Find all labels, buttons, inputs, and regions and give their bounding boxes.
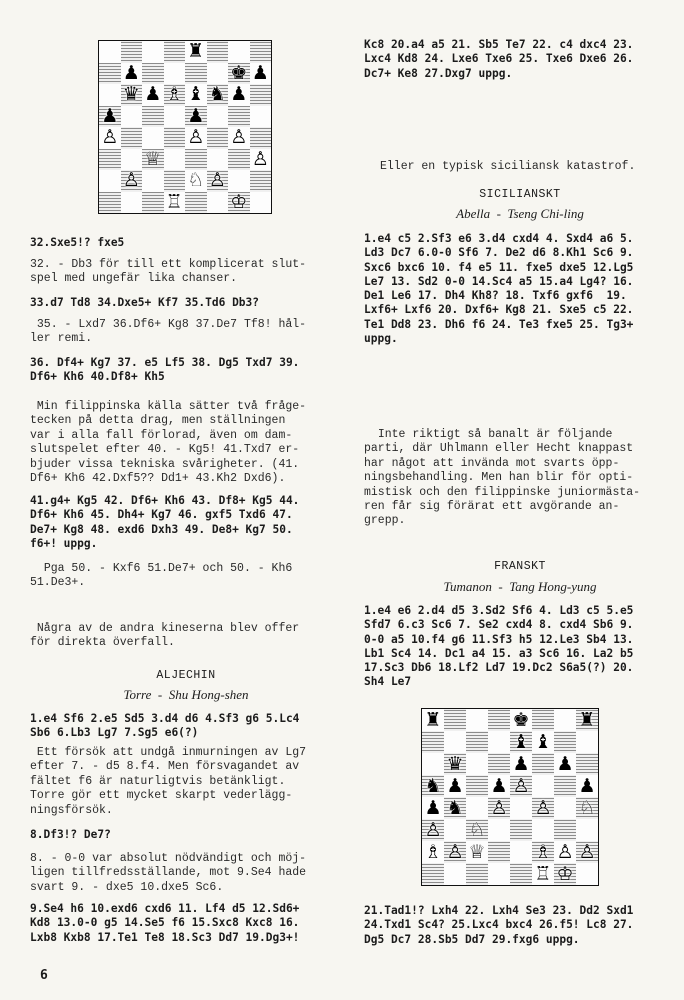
square-c3 xyxy=(142,149,164,171)
black-pawn-icon: ♟ xyxy=(512,752,530,775)
black-rook-icon: ♜ xyxy=(187,40,205,63)
square-g2 xyxy=(554,841,576,863)
chess-diagram-2 xyxy=(421,708,599,886)
white-queen-icon: ♕ xyxy=(468,840,486,863)
square-g7 xyxy=(228,63,250,85)
square-e5 xyxy=(185,106,207,128)
square-c8 xyxy=(142,41,164,63)
square-d5 xyxy=(164,106,186,128)
black-knight-icon: ♞ xyxy=(208,83,226,106)
square-g7 xyxy=(554,731,576,753)
square-d7 xyxy=(488,731,510,753)
square-e5 xyxy=(510,775,532,797)
square-h1 xyxy=(250,192,272,214)
white-pawn-icon: ♙ xyxy=(556,840,574,863)
square-b2 xyxy=(444,841,466,863)
square-f7 xyxy=(532,731,554,753)
square-c4 xyxy=(142,127,164,149)
square-g4 xyxy=(554,797,576,819)
square-c6 xyxy=(466,753,488,775)
square-f2 xyxy=(207,170,229,192)
black-pawn-icon: ♟ xyxy=(578,774,596,797)
square-e6 xyxy=(185,84,207,106)
paragraph-uhlmann-hecht: Inte riktigt så banalt är följande parti, där Uhlmann eller Hecht knappast har något att invända mot svarts öpp- ningsbehandling. Men han blir för opti- mistisk och den filippinske juniormästa- ren får sig förärat ett avgörande an- grepp. xyxy=(364,428,641,528)
black-pawn-icon: ♟ xyxy=(230,83,248,106)
white-king-icon: ♔ xyxy=(556,862,574,885)
white-pawn-icon: ♙ xyxy=(490,796,508,819)
square-f7 xyxy=(207,63,229,85)
square-f1 xyxy=(207,192,229,214)
square-c5 xyxy=(466,775,488,797)
square-d8 xyxy=(164,41,186,63)
move-text-game3: 1.e4 c5 2.Sf3 e6 3.d4 cxd4 4. Sxd4 a6 5. Ld3 Dc7 6.0-0 Sf6 7. De2 d6 8.Kh1 Sc6 9. Sxc6 bxc6 10. f4 e5 11. fxe5 dxe5 12.Lg5 Le7 13. Sd2 0-0 14.Sc4 a5 15.a4 Lg4? 16. De1 Le6 17. Dh4 Kh8? 18. Txf6 gxf6 19. Lxf6+ Lxf6 20. Dxf6+ Kg8 21. Sxe5 c5 22. Te1 Dd8 23. Dh6 f6 24. Te3 fxe5 25. Tg3+ uppg. xyxy=(364,232,634,346)
opening-heading-sicilianskt: SICILIANSKT xyxy=(479,188,561,201)
move-text-33: 33.d7 Td8 34.Dxe5+ Kf7 35.Td6 Db3? xyxy=(30,296,260,309)
white-rook-icon: ♖ xyxy=(534,862,552,885)
square-e4 xyxy=(510,797,532,819)
square-g3 xyxy=(554,819,576,841)
white-pawn-icon: ♙ xyxy=(512,774,530,797)
square-b4 xyxy=(444,797,466,819)
square-g1 xyxy=(228,192,250,214)
square-f6 xyxy=(532,753,554,775)
move-text-game2-9: 9.Se4 h6 10.exd6 cxd6 11. Lf4 d5 12.Sd6+ Kd8 13.0-0 g5 14.Se5 f6 15.Sxc8 Kxc8 16. Lxb8 Kxb8 17.Te1 Te8 18.Sc3 Dd7 19.Dg3+! xyxy=(30,902,300,944)
square-g1 xyxy=(554,863,576,885)
opening-heading-aljechin: ALJECHIN xyxy=(156,669,216,682)
square-c4 xyxy=(466,797,488,819)
square-f4 xyxy=(532,797,554,819)
square-f3 xyxy=(532,819,554,841)
square-f6 xyxy=(207,84,229,106)
square-b1 xyxy=(444,863,466,885)
white-pawn-icon: ♙ xyxy=(122,169,140,192)
black-king-icon: ♚ xyxy=(512,708,530,731)
square-b2 xyxy=(121,170,143,192)
square-d7 xyxy=(164,63,186,85)
square-d4 xyxy=(488,797,510,819)
white-knight-icon: ♘ xyxy=(578,796,596,819)
move-text-32: 32.Sxe5!? fxe5 xyxy=(30,236,125,249)
square-f8 xyxy=(207,41,229,63)
black-pawn-icon: ♟ xyxy=(424,796,442,819)
square-e2 xyxy=(510,841,532,863)
square-a7 xyxy=(422,731,444,753)
black-pawn-icon: ♟ xyxy=(490,774,508,797)
white-rook-icon: ♖ xyxy=(165,190,183,213)
square-h5 xyxy=(576,775,598,797)
move-text-game2-end: Kc8 20.a4 a5 21. Sb5 Te7 22. c4 dxc4 23. Lxc4 Kd8 24. Lxe6 Txe6 25. Txe6 Dxe6 26. Dc7+ Ke8 27.Dxg7 uppg. xyxy=(364,38,634,80)
square-a3 xyxy=(99,149,121,171)
move-text-game2-opening: 1.e4 Sf6 2.e5 Sd5 3.d4 d6 4.Sf3 g6 5.Lc4 Sb6 6.Lb3 Lg7 7.Sg5 e6(?) xyxy=(30,712,300,740)
move-text-game4: 1.e4 e6 2.d4 d5 3.Sd2 Sf6 4. Ld3 c5 5.e5 Sfd7 6.c3 Sc6 7. Se2 cxd4 8. cxd4 Sb6 9. 0-0 a5 10.f4 g6 11.Sf3 h5 12.Le3 Sb4 13. Lb1 Sc4 14. Dc1 a4 15. a3 Sc6 16. La2 b5 17.Sc3 Db6 18.Lf2 Ld7 19.Dc2 S6a5(?) 20. Sh4 Le7 xyxy=(364,604,634,689)
square-b4 xyxy=(121,127,143,149)
square-f8 xyxy=(532,709,554,731)
square-c1 xyxy=(142,192,164,214)
white-knight-icon: ♘ xyxy=(468,818,486,841)
square-a2 xyxy=(99,170,121,192)
square-h2 xyxy=(576,841,598,863)
annotation-35: 35. - Lxd7 36.Df6+ Kg8 37.De7 Tf8! hål- ler remi. xyxy=(30,318,307,346)
square-e1 xyxy=(185,192,207,214)
square-a6 xyxy=(422,753,444,775)
square-f5 xyxy=(532,775,554,797)
square-e3 xyxy=(510,819,532,841)
black-queen-icon: ♛ xyxy=(446,752,464,775)
square-c5 xyxy=(142,106,164,128)
players-abella-tseng: Abella - Tseng Chi-ling xyxy=(456,206,584,221)
square-d1 xyxy=(488,863,510,885)
black-queen-icon: ♛ xyxy=(122,83,140,106)
square-h7 xyxy=(250,63,272,85)
move-text-game4-21: 21.Tad1!? Lxh4 22. Lxh4 Se3 23. Dd2 Sxd1 24.Txd1 Sc4? 25.Lxc4 bxc4 26.f5! Lc8 27. Dg5 Dc7 28.Sb5 Dd7 29.fxg6 uppg. xyxy=(364,904,634,946)
black-bishop-icon: ♝ xyxy=(187,83,205,106)
white-bishop-icon: ♗ xyxy=(534,840,552,863)
square-f2 xyxy=(532,841,554,863)
square-d8 xyxy=(488,709,510,731)
square-e7 xyxy=(510,731,532,753)
move-text-41: 41.g4+ Kg5 42. Df6+ Kh6 43. Df8+ Kg5 44. Df6+ Kh6 45. Dh4+ Kg7 46. gxf5 Txd6 47. De7+ Kg8 48. exd6 Dxh3 49. De8+ Kg7 50. f6+! uppg. xyxy=(30,494,300,550)
black-bishop-icon: ♝ xyxy=(534,730,552,753)
square-g6 xyxy=(554,753,576,775)
players-tumanon-tang: Tumanon - Tang Hong-yung xyxy=(443,579,597,594)
square-g8 xyxy=(554,709,576,731)
square-h6 xyxy=(576,753,598,775)
black-bishop-icon: ♝ xyxy=(512,730,530,753)
square-h3 xyxy=(576,819,598,841)
white-pawn-icon: ♙ xyxy=(424,818,442,841)
square-b6 xyxy=(121,84,143,106)
square-g8 xyxy=(228,41,250,63)
square-h2 xyxy=(250,170,272,192)
white-bishop-icon: ♗ xyxy=(424,840,442,863)
white-pawn-icon: ♙ xyxy=(101,126,119,149)
square-g5 xyxy=(228,106,250,128)
white-pawn-icon: ♙ xyxy=(446,840,464,863)
square-h1 xyxy=(576,863,598,885)
square-h7 xyxy=(576,731,598,753)
white-queen-icon: ♕ xyxy=(144,147,162,170)
square-e2 xyxy=(185,170,207,192)
players-torre-shu: Torre - Shu Hong-shen xyxy=(123,687,249,702)
square-d6 xyxy=(488,753,510,775)
annotation-game2-8: 8. - 0-0 var absolut nödvändigt och möj- ligen tillfredsställande, mot 9.Se4 hade svart 9. - dxe5 10.dxe5 Sc6. xyxy=(30,852,307,894)
square-c2 xyxy=(142,170,164,192)
black-pawn-icon: ♟ xyxy=(187,104,205,127)
white-bishop-icon: ♗ xyxy=(165,83,183,106)
square-b8 xyxy=(121,41,143,63)
black-rook-icon: ♜ xyxy=(578,708,596,731)
square-f1 xyxy=(532,863,554,885)
square-b3 xyxy=(121,149,143,171)
white-pawn-icon: ♙ xyxy=(534,796,552,819)
square-h8 xyxy=(250,41,272,63)
square-c1 xyxy=(466,863,488,885)
white-king-icon: ♔ xyxy=(230,190,248,213)
black-pawn-icon: ♟ xyxy=(446,774,464,797)
annotation-50: Pga 50. - Kxf6 51.De7+ och 50. - Kh6 51.De3+. xyxy=(30,562,293,590)
square-b5 xyxy=(121,106,143,128)
square-a8 xyxy=(99,41,121,63)
square-a7 xyxy=(99,63,121,85)
black-pawn-icon: ♟ xyxy=(556,752,574,775)
square-d2 xyxy=(488,841,510,863)
square-f3 xyxy=(207,149,229,171)
square-c7 xyxy=(142,63,164,85)
square-b6 xyxy=(444,753,466,775)
square-b8 xyxy=(444,709,466,731)
square-a6 xyxy=(99,84,121,106)
square-b3 xyxy=(444,819,466,841)
square-a8 xyxy=(422,709,444,731)
white-pawn-icon: ♙ xyxy=(230,126,248,149)
square-d6 xyxy=(164,84,186,106)
square-h4 xyxy=(250,127,272,149)
chess-diagram-1 xyxy=(98,40,272,214)
square-b7 xyxy=(444,731,466,753)
paragraph-other-chinese: Några av de andra kineserna blev offer för direkta överfall. xyxy=(30,622,300,650)
square-e7 xyxy=(185,63,207,85)
square-g4 xyxy=(228,127,250,149)
black-pawn-icon: ♟ xyxy=(251,61,269,84)
square-e3 xyxy=(185,149,207,171)
square-c7 xyxy=(466,731,488,753)
square-a1 xyxy=(422,863,444,885)
square-d3 xyxy=(164,149,186,171)
square-a4 xyxy=(99,127,121,149)
square-g6 xyxy=(228,84,250,106)
annotation-32: 32. - Db3 för till ett komplicerat slut- spel med ungefär lika chanser. xyxy=(30,258,307,286)
square-f5 xyxy=(207,106,229,128)
black-pawn-icon: ♟ xyxy=(101,104,119,127)
black-knight-icon: ♞ xyxy=(446,796,464,819)
square-d4 xyxy=(164,127,186,149)
white-pawn-icon: ♙ xyxy=(208,169,226,192)
square-c2 xyxy=(466,841,488,863)
square-a1 xyxy=(99,192,121,214)
square-c8 xyxy=(466,709,488,731)
square-e4 xyxy=(185,127,207,149)
black-knight-icon: ♞ xyxy=(424,774,442,797)
square-e8 xyxy=(185,41,207,63)
square-f4 xyxy=(207,127,229,149)
square-d5 xyxy=(488,775,510,797)
square-g5 xyxy=(554,775,576,797)
square-a2 xyxy=(422,841,444,863)
square-c3 xyxy=(466,819,488,841)
square-a4 xyxy=(422,797,444,819)
paragraph-sicilian-intro: Eller en typisk siciliansk katastrof. xyxy=(380,160,636,173)
white-pawn-icon: ♙ xyxy=(187,126,205,149)
annotation-game2-e6: Ett försök att undgå inmurningen av Lg7 efter 7. - d5 8.f4. Men försvagandet av fältet f6 är naturligtvis betänkligt. Torre gör ett mycket skarpt vederlägg- ningsförsök. xyxy=(30,746,307,817)
square-e1 xyxy=(510,863,532,885)
move-text-36: 36. Df4+ Kg7 37. e5 Lf5 38. Dg5 Txd7 39. Df6+ Kh6 40.Df8+ Kh5 xyxy=(30,356,300,384)
square-b1 xyxy=(121,192,143,214)
white-knight-icon: ♘ xyxy=(187,169,205,192)
square-a5 xyxy=(99,106,121,128)
black-rook-icon: ♜ xyxy=(424,708,442,731)
square-c6 xyxy=(142,84,164,106)
square-b7 xyxy=(121,63,143,85)
white-pawn-icon: ♙ xyxy=(251,147,269,170)
square-d3 xyxy=(488,819,510,841)
opening-heading-franskt: FRANSKT xyxy=(494,560,546,573)
square-h8 xyxy=(576,709,598,731)
square-h4 xyxy=(576,797,598,819)
page-number: 6 xyxy=(40,968,48,983)
square-h5 xyxy=(250,106,272,128)
square-e8 xyxy=(510,709,532,731)
annotation-40: Min filippinska källa sätter två fråge- tecken på detta drag, men ställningen var i alla fall förlorad, även om dam- slutspelet efter 40. - Kg5! 41.Txd7 er- bjuder vissa tekniska svårigheter. (41. Df6+ Kh6 42.Dxf5?? Dd1+ 43.Kh2 Dxd6). xyxy=(30,400,307,486)
square-h6 xyxy=(250,84,272,106)
square-d1 xyxy=(164,192,186,214)
move-text-game2-8: 8.Df3!? De7? xyxy=(30,828,111,841)
square-h3 xyxy=(250,149,272,171)
square-b5 xyxy=(444,775,466,797)
black-pawn-icon: ♟ xyxy=(122,61,140,84)
black-king-icon: ♚ xyxy=(230,61,248,84)
square-a3 xyxy=(422,819,444,841)
white-pawn-icon: ♙ xyxy=(578,840,596,863)
square-g3 xyxy=(228,149,250,171)
square-e6 xyxy=(510,753,532,775)
square-a5 xyxy=(422,775,444,797)
square-d2 xyxy=(164,170,186,192)
black-pawn-icon: ♟ xyxy=(144,83,162,106)
square-g2 xyxy=(228,170,250,192)
